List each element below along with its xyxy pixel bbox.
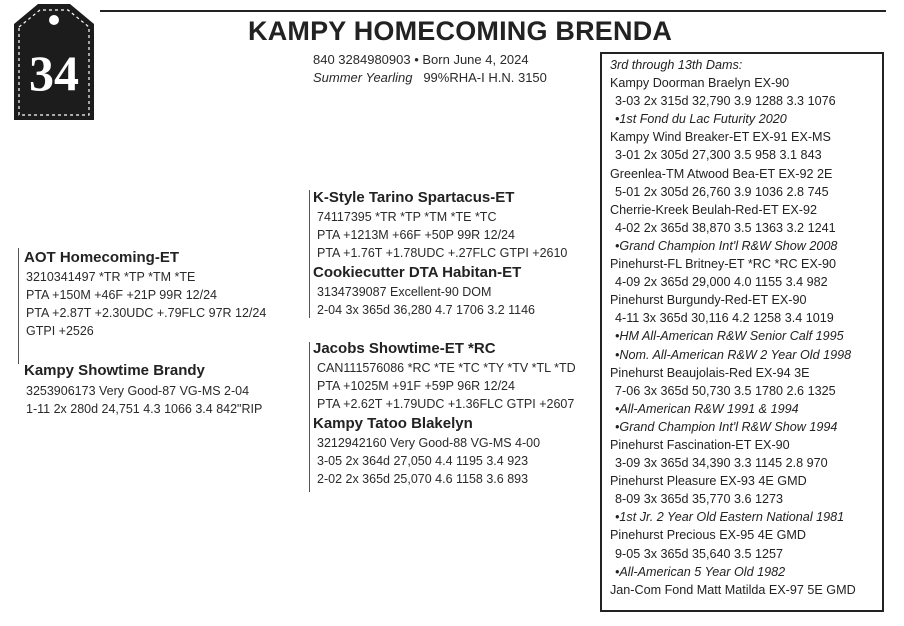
sire-line: 3210341497 *TR *TP *TM *TE	[26, 270, 196, 284]
dam-entry-honor: •Grand Champion Int'l R&W Show 1994	[615, 419, 838, 434]
subject-id-line: 840 3284980903 • Born June 4, 2024	[313, 52, 529, 67]
animal-title: KAMPY HOMECOMING BRENDA	[248, 16, 673, 46]
dam-entry-record: 4-02 2x 365d 38,870 3.5 1363 3.2 1241	[615, 220, 836, 235]
lot-tag	[8, 2, 100, 124]
dam-entry-name: Pinehurst Precious EX-95 4E GMD	[610, 528, 806, 543]
sire-sire-name: K-Style Tarino Spartacus-ET	[313, 189, 515, 206]
dam-entry-name: Jan-Com Fond Matt Matilda EX-97 5E GMD	[610, 582, 856, 597]
sire-line: GTPI +2526	[26, 324, 94, 338]
dam-entry-record: 7-06 3x 365d 50,730 3.5 1780 2.6 1325	[615, 383, 836, 398]
sire-dam-line: 3134739087 Excellent-90 DOM	[317, 285, 492, 299]
dam-sire-line: PTA +1025M +91F +59P 96R 12/24	[317, 379, 515, 393]
dam-entry-record: 4-09 2x 365d 29,000 4.0 1155 3.4 982	[615, 275, 828, 290]
dam-entry-record: 9-05 3x 365d 35,640 3.5 1257	[615, 546, 784, 561]
dam-sire-line: PTA +2.62T +1.79UDC +1.36FLC GTPI +2607	[317, 397, 575, 411]
dam-entry-honor: •All-American R&W 1991 & 1994	[615, 401, 799, 416]
dam-entry-name: Pinehurst Burgundy-Red-ET EX-90	[610, 293, 807, 308]
header-rule	[100, 10, 886, 12]
dam-entry-record: 3-03 2x 315d 32,790 3.9 1288 3.3 1076	[615, 94, 836, 109]
dam-line: 1-11 2x 280d 24,751 4.3 1066 3.4 842"RIP	[26, 402, 263, 416]
dams-header: 3rd through 13th Dams:	[610, 58, 743, 72]
dam-entry-honor: •1st Fond du Lac Futurity 2020	[615, 112, 787, 127]
dam-name: Kampy Showtime Brandy	[24, 362, 205, 379]
dam-entry-record: 3-01 2x 305d 27,300 3.5 958 3.1 843	[615, 148, 822, 163]
dam-dam-details	[317, 434, 540, 488]
class-label: Summer Yearling	[313, 70, 413, 85]
dam-dam-line: 3-05 2x 364d 27,050 4.4 1195 3.4 923	[317, 454, 529, 468]
dam-parents-bracket	[309, 342, 310, 492]
dam-dam-line: 3212942160 Very Good-88 VG-MS 4-00	[317, 436, 541, 450]
dam-entry-name: Pinehurst Beaujolais-Red EX-94 3E	[610, 365, 810, 380]
dam-entry-record: 4-11 3x 365d 30,116 4.2 1258 3.4 1019	[615, 311, 834, 326]
dam-line: 3253906173 Very Good-87 VG-MS 2-04	[26, 384, 250, 398]
sire-dam-details	[317, 283, 535, 319]
sire-details	[26, 268, 266, 340]
sire-bracket	[18, 248, 19, 364]
dam-entry-record: 5-01 2x 305d 26,760 3.9 1036 2.8 745	[615, 184, 829, 199]
lot-number: 34	[29, 45, 79, 101]
sire-line: PTA +2.87T +2.30UDC +.79FLC 97R 12/24	[26, 306, 267, 320]
dam-sire-line: CAN111576086 *RC *TE *TC *TY *TV *TL *TD	[317, 361, 576, 375]
dam-entry-name: Cherrie-Kreek Beulah-Red-ET EX-92	[610, 202, 817, 217]
dam-dam-name: Kampy Tatoo Blakelyn	[313, 415, 473, 432]
subject-class-line	[313, 70, 547, 85]
dam-entry-honor: •Grand Champion Int'l R&W Show 2008	[615, 238, 838, 253]
sire-sire-details	[317, 208, 567, 262]
dam-sire-name: Jacobs Showtime-ET *RC	[313, 340, 496, 357]
sire-parents-bracket	[309, 190, 310, 318]
maternal-dams-list	[610, 56, 880, 599]
dam-sire-details	[317, 359, 576, 413]
dam-entry-name: Greenlea-TM Atwood Bea-ET EX-92 2E	[610, 166, 833, 181]
sire-dam-name: Cookiecutter DTA Habitan-ET	[313, 264, 522, 281]
dam-entry-honor: •1st Jr. 2 Year Old Eastern National 1981	[615, 510, 845, 525]
dam-entry-name: Kampy Wind Breaker-ET EX-91 EX-MS	[610, 130, 831, 145]
dam-entry-name: Pinehurst Pleasure EX-93 4E GMD	[610, 474, 807, 489]
dam-entry-record: 8-09 3x 365d 35,770 3.6 1273	[615, 492, 784, 507]
sire-sire-line: PTA +1.76T +1.78UDC +.27FLC GTPI +2610	[317, 246, 568, 260]
dam-details	[26, 382, 262, 418]
dam-entry-record: 3-09 3x 365d 34,390 3.3 1145 2.8 970	[615, 456, 828, 471]
dam-entry-name: Kampy Doorman Braelyn EX-90	[610, 76, 790, 91]
sire-name: AOT Homecoming-ET	[24, 249, 180, 266]
dam-entry-honor: •HM All-American R&W Senior Calf 1995	[615, 329, 844, 344]
class-rest: 99%RHA-I H.N. 3150	[423, 70, 547, 85]
dam-entry-name: Pinehurst Fascination-ET EX-90	[610, 437, 790, 452]
dam-entry-honor: •All-American 5 Year Old 1982	[615, 564, 786, 579]
sire-sire-line: PTA +1213M +66F +50P 99R 12/24	[317, 228, 515, 242]
dam-entry-honor: •Nom. All-American R&W 2 Year Old 1998	[615, 347, 852, 362]
sire-sire-line: 74117395 *TR *TP *TM *TE *TC	[317, 210, 497, 224]
dam-entry-name: Pinehurst-FL Britney-ET *RC *RC EX-90	[610, 257, 837, 272]
sire-dam-line: 2-04 3x 365d 36,280 4.7 1706 3.2 1146	[317, 303, 536, 317]
dam-dam-line: 2-02 2x 365d 25,070 4.6 1158 3.6 893	[317, 472, 529, 486]
sire-line: PTA +150M +46F +21P 99R 12/24	[26, 288, 217, 302]
